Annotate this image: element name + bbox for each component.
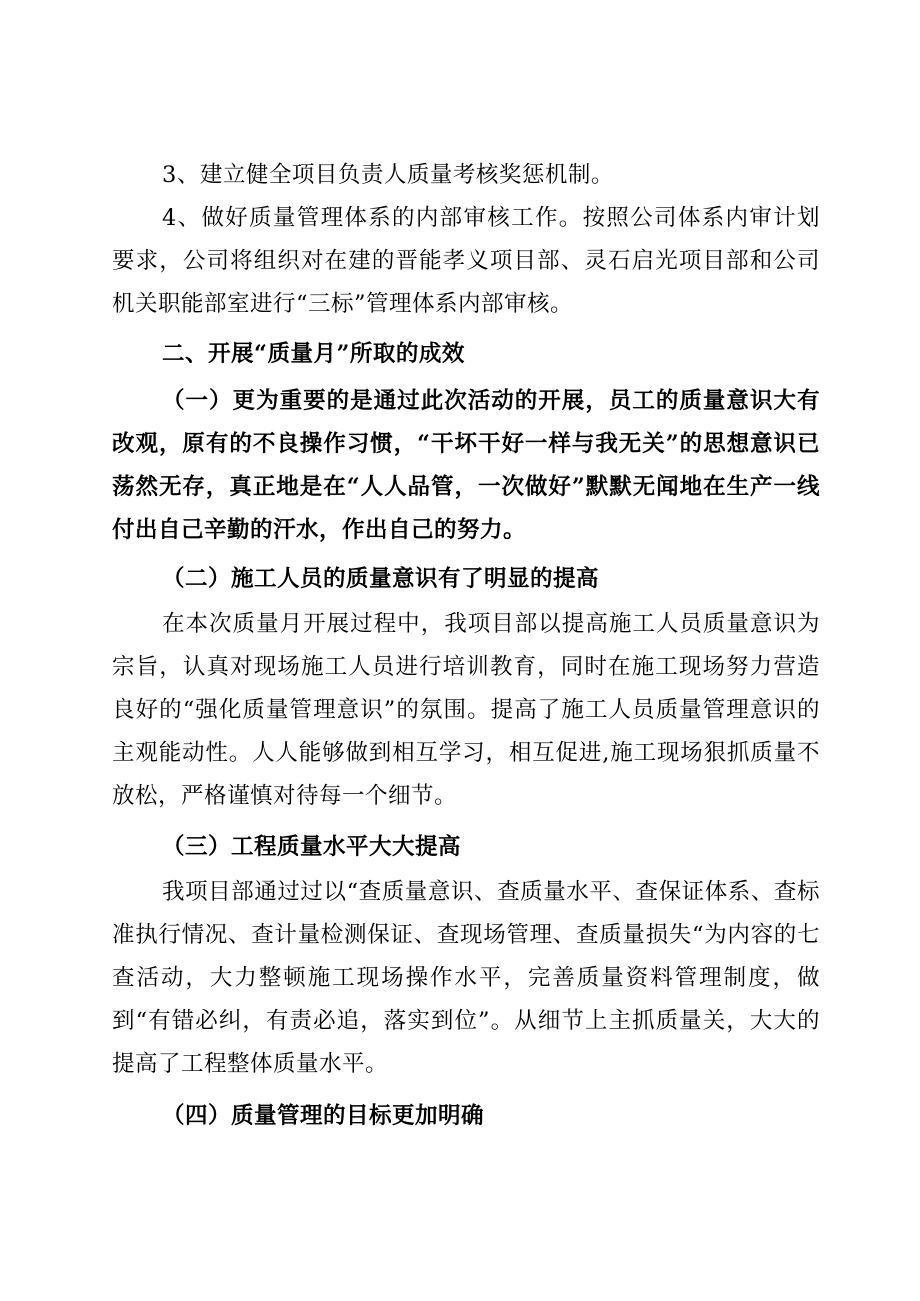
body-paragraph-2: 在本次质量月开展过程中，我项目部以提高施工人员质量意识为宗旨，认真对现场施工人员进行培训教育，同时在施工现场努力营造良好的“强化质量管理意识”的氛围。提高了施工人员质量管理意识的主观能动性。人人能够做到相互学习，相互促进,施工现场狠抓质量不放松，严格谨慎对待每一个细节。 <box>112 611 820 809</box>
subsection-heading-3: （三）工程质量水平大大提高 <box>162 834 462 860</box>
paragraph-item-4: 4、做好质量管理体系的内部审核工作。按照公司体系内审计划要求，公司将组织对在建的晋能孝义项目部、灵石启光项目部和公司机关职能部室进行“三标”管理体系内部审核。 <box>112 205 820 317</box>
paragraph-item-3: 3、建立健全项目负责人质量考核奖惩机制。 <box>162 162 614 188</box>
section-heading-2: 二、开展“质量月”所取的成效 <box>162 341 465 367</box>
subsection-heading-2: （二）施工人员的质量意识有了明显的提高 <box>162 566 600 592</box>
body-paragraph-3: 我项目部通过过以“查质量意识、查质量水平、查保证体系、查标准执行情况、查计量检测保证、查现场管理、查质量损失“为内容的七查活动，大力整顿施工现场操作水平，完善质量资料管理制度，做到“有错必纠，有责必追，落实到位”。从细节上主抓质量关，大大的提高了工程整体质量水平。 <box>112 879 820 1077</box>
subsection-heading-4: （四）质量管理的目标更加明确 <box>162 1103 485 1129</box>
subsection-paragraph-1: （一）更为重要的是通过此次活动的开展，员工的质量意识大有改观，原有的不良操作习惯，“干坏干好一样与我无关”的思想意识已荡然无存，真正地是在“人人品管，一次做好”默默无闻地在生产一线付出自己辛勤的汗水，作出自己的努力。 <box>112 388 820 543</box>
